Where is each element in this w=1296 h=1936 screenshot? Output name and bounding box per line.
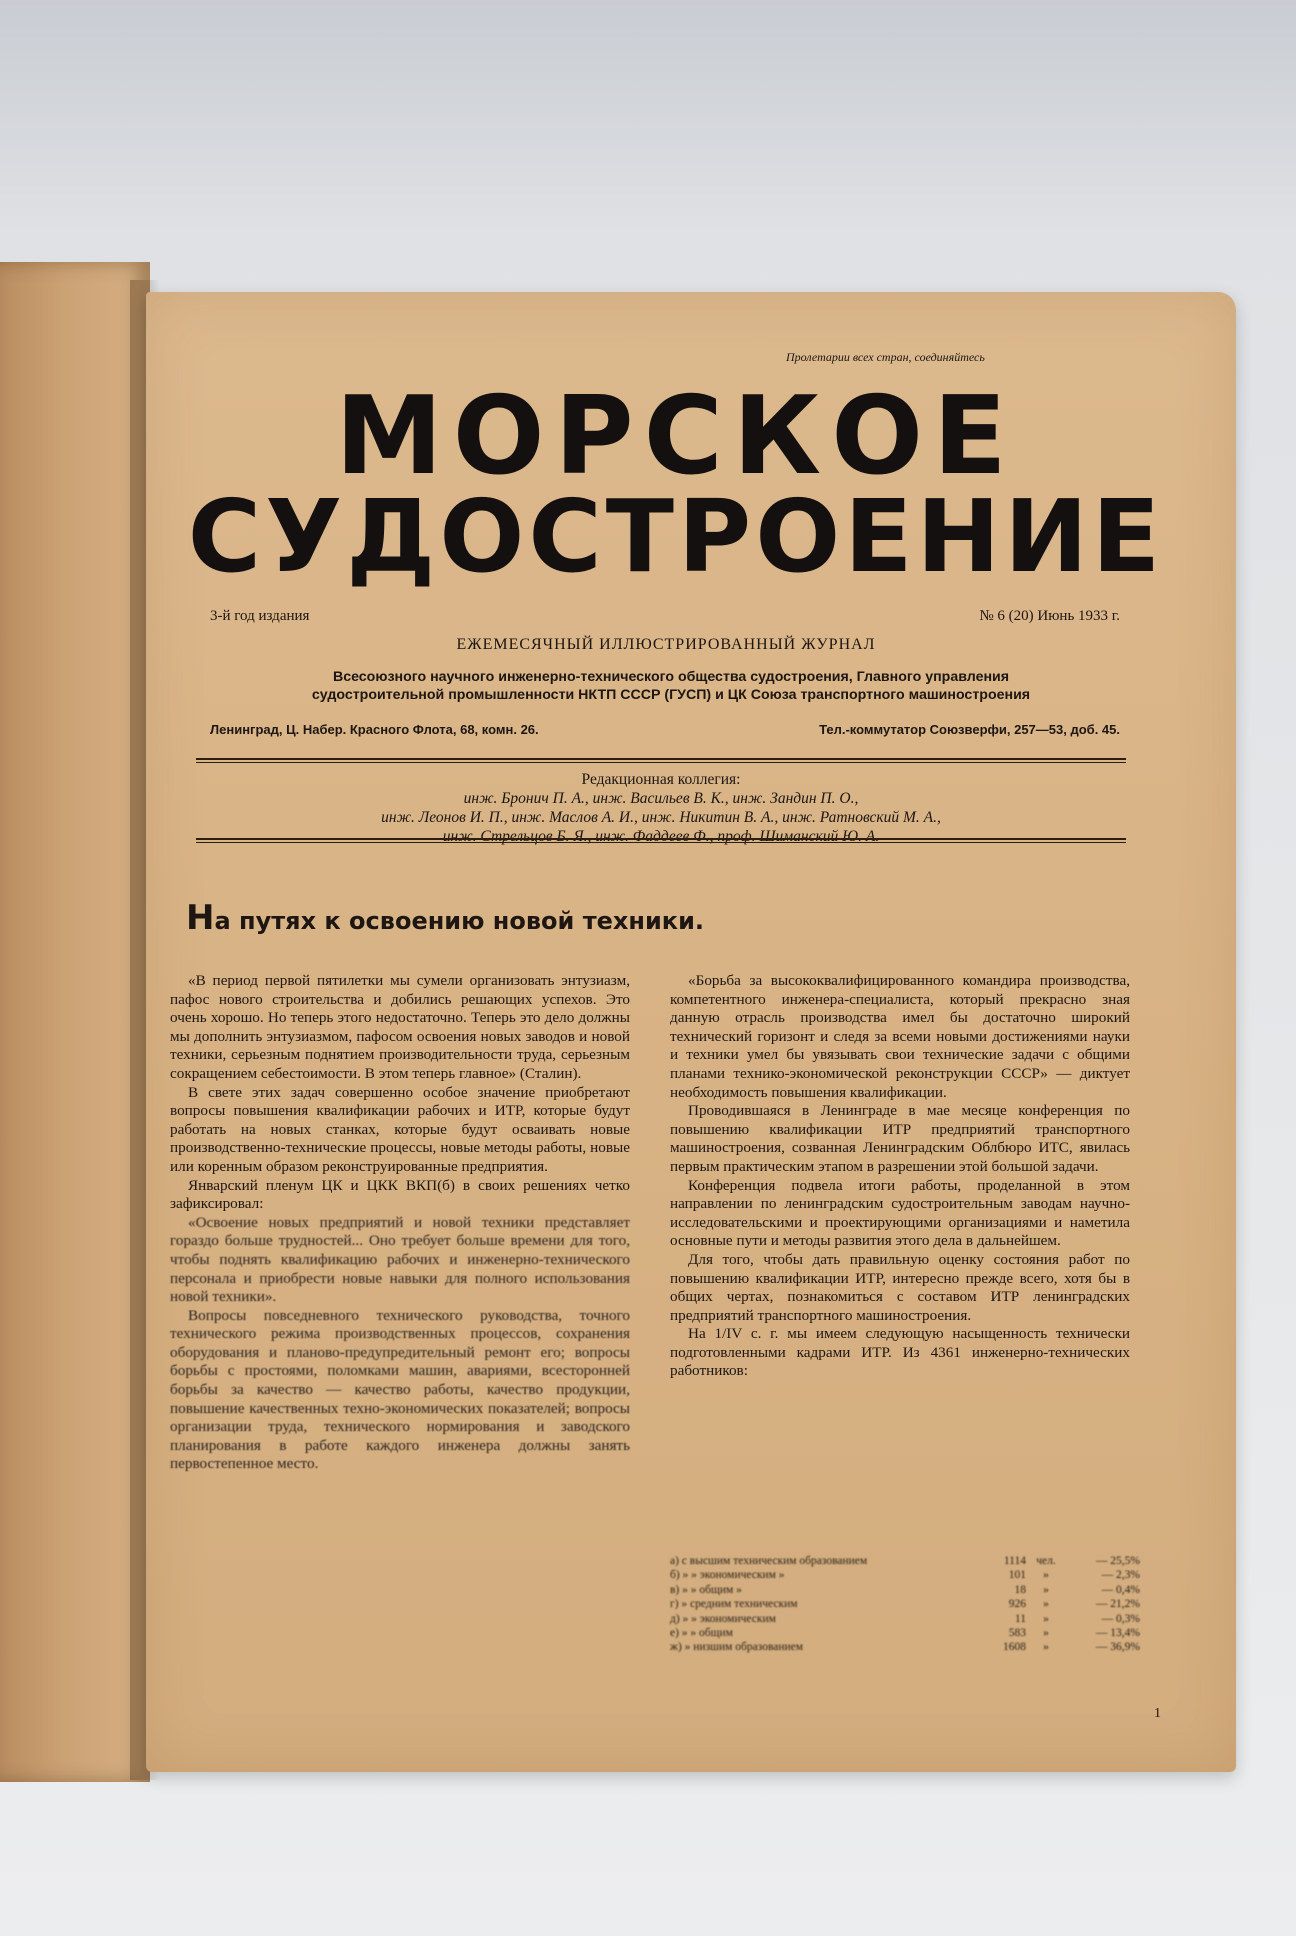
stat-percent: — 2,3% (1101, 1569, 1140, 1582)
paragraph: На 1/IV с. г. мы имеем следующую насыщенность технически подготовленными кадрами ИТР. Из 4361 инженерно-технических работников: (670, 1325, 1130, 1380)
stat-row (670, 1554, 1140, 1568)
masthead-title-line-1: МОРСКОЕ (335, 374, 1017, 499)
stat-count: 101 (1008, 1569, 1026, 1582)
stat-percent: — 13,4% (1095, 1627, 1140, 1640)
paragraph: Январский пленум ЦК и ЦКК ВКП(б) в своих решениях четко зафиксировал: (170, 1176, 630, 1213)
magazine-page (146, 292, 1236, 1772)
stat-percent: — 0,4% (1101, 1583, 1140, 1596)
editorial-board (196, 770, 1126, 846)
page-number: 1 (1154, 1706, 1161, 1721)
contact-info (210, 722, 1120, 737)
publication-year: 3-й год издания (210, 608, 310, 624)
stat-unit: » (1043, 1598, 1049, 1611)
paragraph: Проводившаяся в Ленинграде в мае месяце конференция по повышению квалификации ИТР предприятий транспортного машиностроения, созванная Ленинградским Облбюро ИТС, явилась первым практическим этапом в разрешении этой большой задачи. (670, 1102, 1130, 1175)
stat-count: 18 (1014, 1583, 1026, 1596)
paragraph: «В период первой пятилетки мы сумели организовать энтузиазм, пафос нового строительства и добились решающих успехов. Это очень хорошо. Но теперь этого недостаточно. Теперь это дело должны мы дополнить энтузиазмом, пафосом освоения новых заводов и новой техники, серьезным поднятием производительности труда, серьезным сокращением себестоимости. В этом теперь главное» (Сталин). (170, 972, 630, 1082)
editorial-board-line: инж. Стрельцов Б. Я., инж. Фаддеев Ф., проф. Шиманский Ю. А. (442, 828, 880, 845)
stat-percent: — 36,9% (1095, 1641, 1140, 1654)
stat-count: 926 (1008, 1598, 1026, 1611)
divider (196, 762, 1126, 763)
stat-label: в) » » общим » (670, 1583, 742, 1596)
stat-row (670, 1612, 1140, 1626)
stat-label: б) » » экономическим » (670, 1569, 785, 1582)
masthead-title-line-2: СУДОСТРОЕНИЕ (187, 478, 1165, 595)
editorial-board-label: Редакционная коллегия: (581, 771, 741, 788)
subtitle: ЕЖЕМЕСЯЧНЫЙ ИЛЛЮСТРИРОВАННЫЙ ЖУРНАЛ (456, 636, 876, 653)
stat-percent: — 21,2% (1095, 1598, 1140, 1611)
issue-number: № 6 (20) Июнь 1933 г. (979, 608, 1120, 624)
stat-label: а) с высшим техническим образованием (670, 1555, 868, 1567)
stat-label: г) » средним техническим (670, 1598, 798, 1611)
address: Ленинград, Ц. Набер. Красного Флота, 68, комн. 26. (210, 722, 539, 737)
stat-unit: » (1043, 1627, 1049, 1640)
article-column-right (670, 972, 1130, 1381)
left-page (0, 262, 150, 1782)
divider (196, 758, 1126, 760)
stat-row (670, 1626, 1140, 1640)
article-column-left (170, 972, 630, 1474)
stat-percent: — 0,3% (1101, 1612, 1140, 1625)
stat-row (670, 1568, 1140, 1582)
stat-row (670, 1583, 1140, 1597)
stat-unit: » (1043, 1569, 1049, 1582)
staff-stats-table (670, 1554, 1140, 1655)
paragraph: «Освоение новых предприятий и новой техники представляет гораздо больше трудностей... Оно требует больше времени для того, чтобы поднять квалификацию рабочих и инженерно-технического персонала и приобрести новые навыки для полного использования новой техники». (170, 1213, 630, 1306)
stat-label: д) » » экономическим (670, 1612, 776, 1625)
publisher-line: судостроительной промышленности НКТП СССР (ГУСП) и ЦК Союза транспортного машиностроения (311, 687, 1031, 703)
article-heading: На путях к освоению новой техники. (186, 898, 705, 938)
divider (196, 842, 1126, 843)
phone: Тел.-коммутатор Союзверфи, 257—53, доб. 45. (819, 722, 1120, 737)
stat-count: 11 (1014, 1612, 1026, 1625)
stat-count: 1114 (1003, 1555, 1026, 1567)
stat-unit: » (1043, 1583, 1049, 1596)
paragraph: Для того, чтобы дать правильную оценку состояния работ по повышению квалификации ИТР, интересно прежде всего, хотя бы в общих чертах, познакомиться с составом ИТР ленинградских предприятий транспортного машиностроения. (670, 1250, 1130, 1324)
divider (196, 838, 1126, 840)
stat-count: 583 (1008, 1627, 1026, 1640)
stat-unit: » (1043, 1612, 1049, 1625)
stat-label: ж) » низшим образованием (670, 1641, 804, 1654)
editorial-board-names: инж. Бронич П. А., инж. Васильев В. К., инж. Зандин П. О., (463, 790, 859, 807)
motto: Пролетарии всех стран, соединяйтесь (786, 350, 985, 364)
stat-unit: чел. (1036, 1555, 1056, 1567)
stat-count: 1608 (1003, 1641, 1026, 1654)
stat-unit: » (1043, 1641, 1049, 1654)
stat-row (670, 1640, 1140, 1654)
paragraph: «Борьба за высококвалифицированного командира производства, компетентного инженера-специалиста, который прекрасно зная данную отрасль производства имел бы достаточно широкий технический горизонт и следя за всеми новыми достижениями науки и техники умел бы увязывать свои технические задачи с общими планами технико-экономической реконструкции СССР» — диктует необходимость повышения квалификации. (670, 972, 1130, 1101)
editorial-board-line: инж. Леонов И. П., инж. Маслов А. И., инж. Никитин В. А., инж. Ратновский М. А., (381, 809, 941, 826)
publisher (206, 668, 1136, 704)
publisher-line: Всесоюзного научного инженерно-технического общества судостроения, Главного управления (332, 669, 1010, 685)
paragraph: Вопросы повседневного технического руководства, точного технического режима производственных процессов, сохранения оборудования и планово-предупредительный ремонт его; вопросы борьбы с простоями, поломками машин, авариями, всесторонней борьбы за качество — качество работы, качество продукции, повышение качественных техно-экономических показателей; вопросы организации труда, технического нормирования и заводского планирования в работе каждого инженера должны занять первостепенное место. (170, 1306, 630, 1473)
paragraph: В свете этих задач совершенно особое значение приобретают вопросы повышения квалификации рабочих и ИТР, которые будут работать на новых станках, которые будут осваивать новые производственно-технические процессы, новые методы работы, новые или коренным образом реконструированные предприятия. (170, 1083, 630, 1175)
stat-label: е) » » общим (670, 1627, 733, 1640)
stat-percent: — 25,5% (1095, 1555, 1140, 1567)
paragraph: Конференция подвела итоги работы, проделанной в этом направлении по ленинградским судостроительным заводам научно-исследовательскими и проектирующими организациями и наметила основные пути и методы развития этого дела в дальнейшем. (670, 1176, 1130, 1250)
stat-row (670, 1597, 1140, 1611)
editorial-board-line (196, 770, 1126, 808)
issue-info (210, 608, 1120, 625)
